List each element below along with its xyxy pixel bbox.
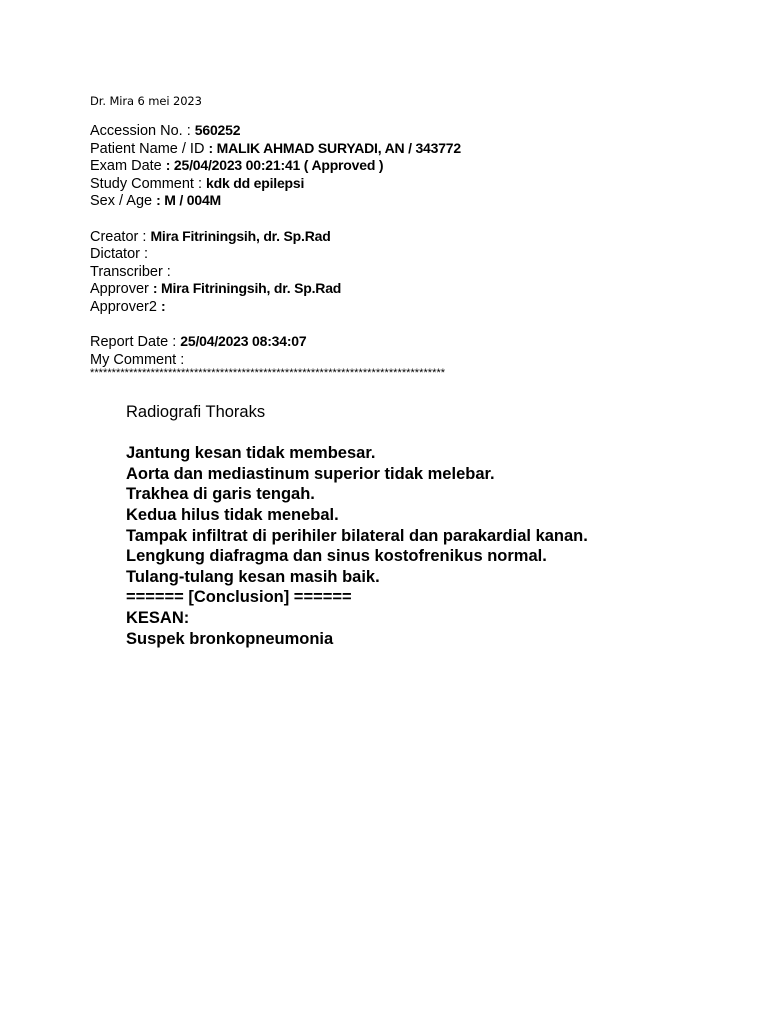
approver-value: : Mira Fitriningsih, dr. Sp.Rad bbox=[152, 280, 342, 297]
exam-date-row bbox=[90, 157, 461, 175]
study-comment-row bbox=[90, 175, 461, 193]
report-line: Tulang-tulang kesan masih baik. bbox=[126, 567, 380, 586]
report-line: Aorta dan mediastinum superior tidak melebar. bbox=[126, 464, 495, 483]
accession-value: 560252 bbox=[194, 122, 241, 138]
accession-row bbox=[90, 122, 461, 140]
report-line: Lengkung diafragma dan sinus kostofrenikus normal. bbox=[126, 547, 547, 566]
handwritten-note: Dr. Mira 6 mei 2023 bbox=[90, 94, 202, 108]
report-line: Jantung kesan tidak membesar. bbox=[126, 444, 376, 463]
kesan-label: KESAN: bbox=[126, 608, 190, 627]
approver2-value: : bbox=[160, 297, 166, 314]
creator-row bbox=[90, 228, 461, 246]
approver-row bbox=[90, 280, 461, 298]
patient-row bbox=[90, 140, 461, 158]
conclusion-heading: ====== [Conclusion] ====== bbox=[126, 588, 352, 607]
report-line: Kedua hilus tidak menebal. bbox=[126, 505, 339, 524]
creator-label: Creator : bbox=[90, 228, 147, 245]
approver2-label: Approver2 bbox=[90, 298, 157, 315]
dictator-row bbox=[90, 245, 461, 263]
report-line: Tampak infiltrat di perihiler bilateral dan parakardial kanan. bbox=[126, 526, 588, 545]
spacer bbox=[90, 316, 461, 334]
my-comment-label: My Comment : bbox=[90, 351, 185, 368]
patient-value: : MALIK AHMAD SURYADI, AN / 343772 bbox=[208, 139, 461, 156]
study-comment-label: Study Comment : bbox=[90, 175, 203, 192]
dictator-label: Dictator : bbox=[90, 246, 149, 263]
approver-label: Approver bbox=[90, 281, 149, 298]
spacer bbox=[90, 210, 461, 228]
report-title: Radiografi Thoraks bbox=[126, 403, 266, 421]
exam-date-label: Exam Date bbox=[90, 158, 162, 175]
accession-label: Accession No. : bbox=[90, 123, 191, 139]
transcriber-row bbox=[90, 263, 461, 281]
report-date-value: 25/04/2023 08:34:07 bbox=[180, 333, 307, 350]
study-comment-value: kdk dd epilepsi bbox=[206, 174, 305, 191]
report-body bbox=[126, 402, 588, 649]
sex-age-label: Sex / Age bbox=[90, 193, 153, 210]
transcriber-label: Transcriber : bbox=[90, 263, 171, 280]
patient-label: Patient Name / ID bbox=[90, 140, 205, 157]
report-line: Trakhea di garis tengah. bbox=[126, 485, 315, 504]
exam-date-value: : 25/04/2023 00:21:41 ( Approved ) bbox=[165, 157, 384, 174]
report-metadata bbox=[90, 122, 461, 368]
sex-age-row bbox=[90, 192, 461, 210]
creator-value: Mira Fitriningsih, dr. Sp.Rad bbox=[150, 227, 331, 244]
my-comment-row bbox=[90, 351, 461, 369]
separator-line: ********************************************************************************** bbox=[90, 367, 446, 379]
report-date-row bbox=[90, 333, 461, 351]
sex-age-value: : M / 004M bbox=[156, 192, 222, 209]
report-date-label: Report Date : bbox=[90, 334, 177, 351]
approver2-row bbox=[90, 298, 461, 316]
kesan-value: Suspek bronkopneumonia bbox=[126, 629, 334, 648]
